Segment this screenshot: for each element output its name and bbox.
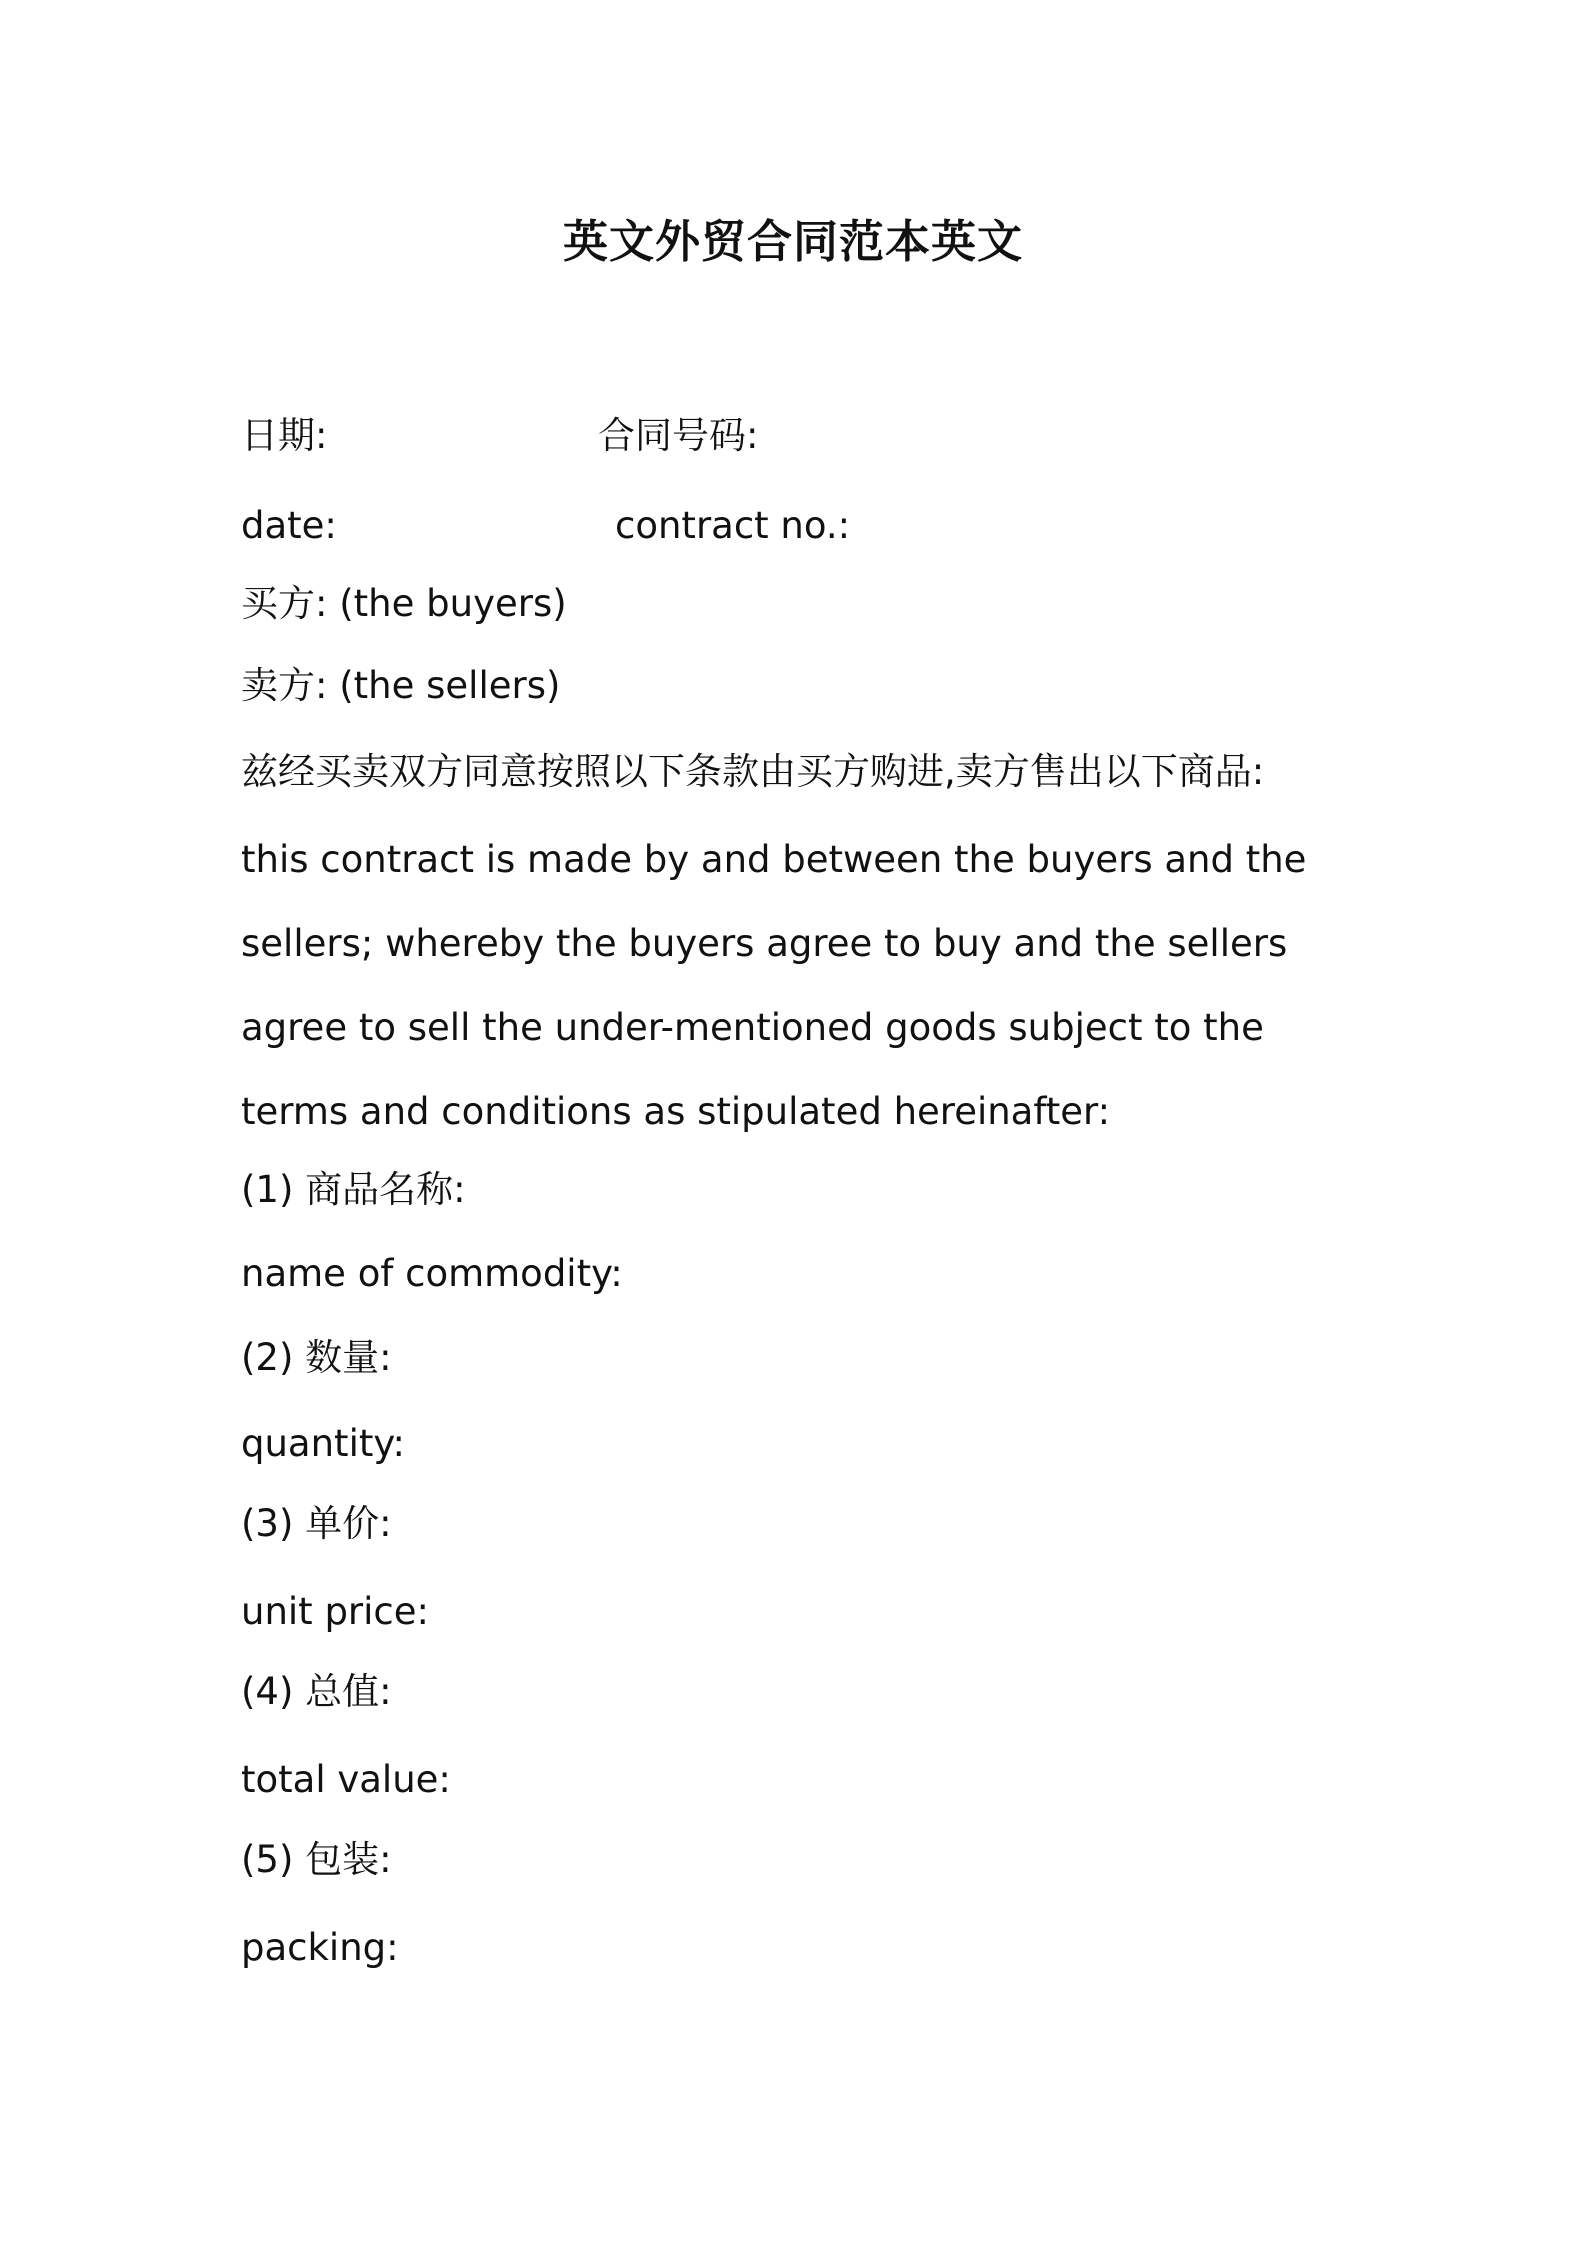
item-5-cn: (5) 包装: xyxy=(241,1838,392,1881)
contract-no-en-label: contract no.: xyxy=(615,504,851,547)
item-2-cn: (2) 数量: xyxy=(241,1336,392,1379)
item-4-en: total value: xyxy=(241,1758,451,1801)
contract-no-cn-label: 合同号码: xyxy=(598,414,759,457)
item-5-en: packing: xyxy=(241,1926,399,1969)
item-3-en: unit price: xyxy=(241,1590,429,1633)
date-contract-en-row xyxy=(241,500,851,552)
item-1-cn: (1) 商品名称: xyxy=(241,1168,466,1211)
intro-en: this contract is made by and between the buyers and the sellers; whereby the buyers agree to buy and the sellers agree to sell the under-mentioned goods subject to the terms and conditions as stipulated hereinafter: xyxy=(241,838,1307,1133)
date-contract-cn-row xyxy=(241,410,759,462)
date-en-label: date: xyxy=(241,504,337,547)
item-1-en: name of commodity: xyxy=(241,1252,623,1295)
date-cn-label: 日期: xyxy=(241,414,328,457)
item-2-en: quantity: xyxy=(241,1422,406,1465)
seller-line: 卖方: (the sellers) xyxy=(241,664,561,707)
item-4-cn: (4) 总值: xyxy=(241,1670,392,1713)
document-title: 英文外贸合同范本英文 xyxy=(562,215,1023,268)
intro-cn: 兹经买卖双方同意按照以下条款由买方购进,卖方售出以下商品: xyxy=(241,750,1265,793)
buyer-line: 买方: (the buyers) xyxy=(241,582,567,625)
item-3-cn: (3) 单价: xyxy=(241,1502,392,1545)
